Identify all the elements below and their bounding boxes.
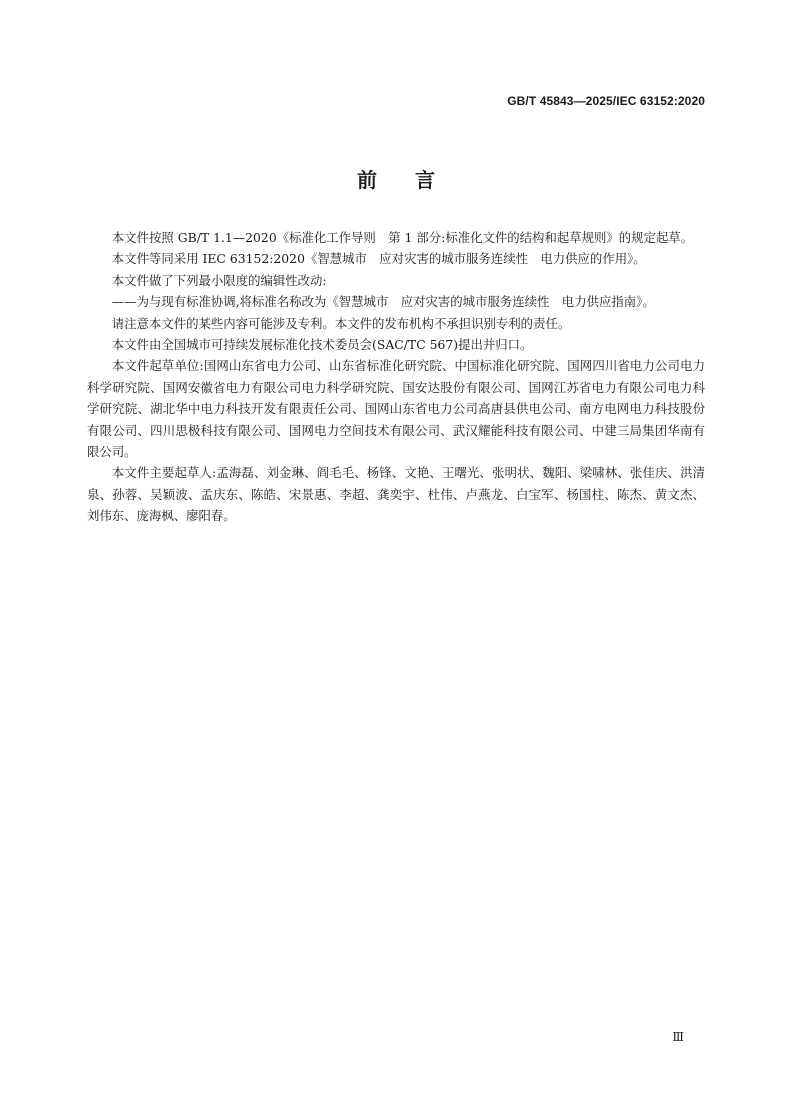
foreword-body — [87, 227, 705, 527]
paragraph-patent-notice: 请注意本文件的某些内容可能涉及专利。本文件的发布机构不承担识别专利的责任。 — [111, 315, 571, 331]
paragraph-drafting-rules: 本文件按照 GB/T 1.1—2020《标准化工作导则 第 1 部分:标准化文件的结构和起草规则》的规定起草。 — [111, 230, 694, 245]
paragraph-editorial-changes: 本文件做了下列最小限度的编辑性改动: — [111, 272, 327, 288]
paragraph-identical-adoption: 本文件等同采用 IEC 63152:2020《智慧城市 应对灾害的城市服务连续性 电力供应的作用》。 — [111, 251, 646, 267]
list-item-title-change: ——为与现有标准协调,将标准名称改为《智慧城市 应对灾害的城市服务连续性 电力供应指南》。 — [111, 294, 655, 310]
standard-code-header: GB/T 45843—2025/IEC 63152:2020 — [507, 94, 705, 108]
page-title: 前言 — [357, 168, 473, 192]
page-number: Ⅲ — [672, 1030, 684, 1044]
paragraph-proposing-committee: 本文件由全国城市可持续发展标准化技术委员会(SAC/TC 567)提出并归口。 — [111, 337, 533, 353]
paragraph-drafting-organizations: 本文件起草单位:国网山东省电力公司、山东省标准化研究院、中国标准化研究院、国网四川省电力公司电力科学研究院、国网安徽省电力有限公司电力科学研究院、国安达股份有限公司、国网江苏省电力有限公司电力科学研究院、湖北华中电力科技开发有限责任公司、国网山东省电力公司高唐县供电公司、南方电网电力科技股份有限公司、四川思极科技有限公司、国网电力空间技术有限公司、武汉耀能科技有限公司、中建三局集团华南有限公司。 — [87, 358, 705, 460]
paragraph-main-drafters: 本文件主要起草人:孟海磊、刘金琳、阎毛毛、杨锋、文艳、王曙光、张明状、魏阳、梁啸林、张佳庆、洪清泉、孙蓉、吴颖波、孟庆东、陈皓、宋景惠、李超、龚奕宇、杜伟、卢燕龙、白宝军、杨国柱、陈杰、黄文杰、刘伟东、庞海枫、廖阳春。 — [87, 465, 705, 524]
